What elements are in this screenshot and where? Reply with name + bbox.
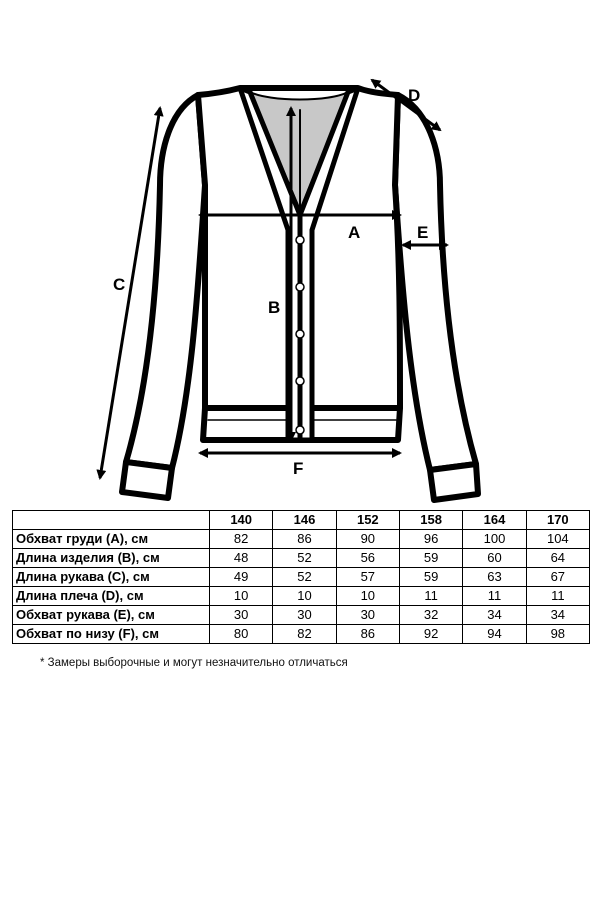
table-cell: 34 (526, 606, 589, 625)
table-cell: 32 (399, 606, 462, 625)
row-label: Длина плеча (D), см (13, 587, 210, 606)
table-cell: 11 (526, 587, 589, 606)
table-cell: 56 (336, 549, 399, 568)
table-cell: 11 (463, 587, 526, 606)
table-cell: 57 (336, 568, 399, 587)
table-row (13, 606, 590, 625)
label-f: F (293, 459, 304, 478)
table-cell: 48 (210, 549, 273, 568)
size-chart-table (12, 510, 590, 644)
table-header-row (13, 511, 590, 530)
table-cell: 104 (526, 530, 589, 549)
label-b: B (268, 298, 281, 317)
label-d: D (408, 86, 421, 105)
table-cell: 52 (273, 549, 336, 568)
row-label: Обхват по низу (F), см (13, 625, 210, 644)
table-row (13, 587, 590, 606)
row-label: Обхват рукава (E), см (13, 606, 210, 625)
table-cell: 90 (336, 530, 399, 549)
row-label: Длина изделия (B), см (13, 549, 210, 568)
table-cell: 64 (526, 549, 589, 568)
table-cell: 86 (273, 530, 336, 549)
size-header: 170 (526, 511, 589, 530)
table-cell: 30 (273, 606, 336, 625)
row-label: Длина рукава (C), см (13, 568, 210, 587)
left-cuff (122, 462, 172, 498)
table-cell: 34 (463, 606, 526, 625)
size-header: 152 (336, 511, 399, 530)
right-sleeve (395, 95, 476, 470)
table-cell: 82 (210, 530, 273, 549)
table-cell: 94 (463, 625, 526, 644)
table-cell: 10 (210, 587, 273, 606)
table-cell: 11 (399, 587, 462, 606)
cardigan-drawing (122, 88, 478, 500)
table-cell: 30 (336, 606, 399, 625)
table-row (13, 625, 590, 644)
right-cuff (430, 464, 478, 500)
table-cell: 63 (463, 568, 526, 587)
table-cell: 59 (399, 549, 462, 568)
table-cell: 82 (273, 625, 336, 644)
table-corner-cell (13, 511, 210, 530)
measurement-footnote: * Замеры выборочные и могут незначительно отличаться (40, 657, 348, 669)
table-cell: 86 (336, 625, 399, 644)
table-cell: 52 (273, 568, 336, 587)
label-a: A (348, 223, 361, 242)
table-cell: 92 (399, 625, 462, 644)
table-row (13, 549, 590, 568)
table-cell: 10 (273, 587, 336, 606)
left-sleeve (126, 95, 205, 468)
size-header: 164 (463, 511, 526, 530)
size-header: 140 (210, 511, 273, 530)
row-label: Обхват груди (A), см (13, 530, 210, 549)
table-cell: 98 (526, 625, 589, 644)
table-row (13, 568, 590, 587)
table-cell: 96 (399, 530, 462, 549)
table-cell: 100 (463, 530, 526, 549)
table-cell: 49 (210, 568, 273, 587)
table-cell: 10 (336, 587, 399, 606)
size-header: 158 (399, 511, 462, 530)
table-cell: 30 (210, 606, 273, 625)
table-cell: 67 (526, 568, 589, 587)
size-header: 146 (273, 511, 336, 530)
table-cell: 80 (210, 625, 273, 644)
table-row (13, 530, 590, 549)
label-c: C (113, 275, 126, 294)
table-cell: 60 (463, 549, 526, 568)
table-cell: 59 (399, 568, 462, 587)
label-e: E (417, 223, 429, 242)
